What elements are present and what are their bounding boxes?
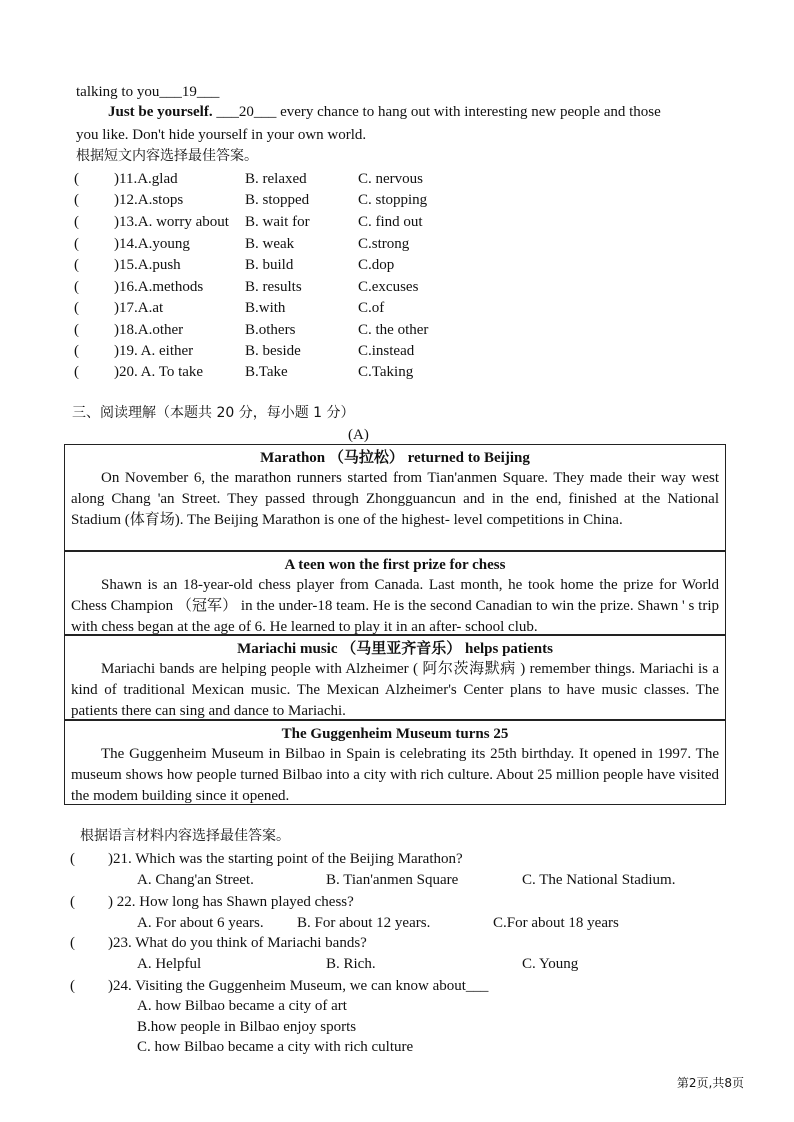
question-24-option-b[interactable]: B.how people in Bilbao enjoy sports [137,1019,357,1035]
question-22-option-c[interactable]: C.For about 18 years [493,915,619,931]
question-23-option-a[interactable]: A. Helpful [137,956,202,972]
news-body: The Guggenheim Museum in Bilbao in Spain is celebrating its 25th birthday. It opened in 1997. The museum shows how people turned Bilbao into a city with rich culture. About 25 million people have visited the modem building since it opened. [71,746,719,804]
cloze-item-19 [74,341,474,361]
question-22-option-a[interactable]: A. For about 6 years. [137,915,264,931]
option-b: B. build [245,257,294,273]
option-b: B.with [245,300,286,316]
option-a: )15.A.push [114,257,181,273]
question-23-paren[interactable]: ( [70,935,75,951]
option-b: B. wait for [245,214,310,230]
option-c: C. nervous [358,171,423,187]
option-c: C.Taking [358,364,414,380]
answer-paren[interactable]: ( [74,192,79,208]
news-body: Shawn is an 18-year-old chess player from Canada. Last month, he took home the prize for World Chess Champion （冠军） in the under-18 team. He is the second Canadian to win the prize. Shawn ' s trip with chess began at the age of 6. He learned to play it in an after- school club. [71,577,719,635]
answer-paren[interactable]: ( [74,257,79,273]
option-c: C.dop [358,257,395,273]
answer-paren[interactable]: ( [74,214,79,230]
news-body: Mariachi bands are helping people with Alzheimer ( 阿尔茨海默病 ) remember things. Mariachi is a kind of traditional Mexican music. The Mexican Alzheimer's Center plans to have music classes. The patients there can sing and dance to Mariachi. [71,661,719,719]
option-b: B. stopped [245,192,310,208]
question-22-paren[interactable]: ( [70,894,75,910]
news-box-chess [64,551,726,635]
option-b: B.others [245,322,296,338]
part-label: (A) [348,427,369,443]
cloze-item-18 [74,320,474,340]
answer-paren[interactable]: ( [74,236,79,252]
reading-instruction: 根据语言材料内容选择最佳答案。 [80,828,290,844]
passage-line-19: talking to you___19___ [76,84,220,100]
cloze-item-20 [74,362,474,382]
news-title: The Guggenheim Museum turns 25 [281,726,509,742]
passage-line-last: you like. Don't hide yourself in your own world. [76,127,367,143]
question-21-option-b[interactable]: B. Tian'anmen Square [326,872,459,888]
option-b: B. results [245,279,302,295]
cloze-item-13 [74,212,474,232]
question-22-option-b[interactable]: B. For about 12 years. [297,915,431,931]
news-title: A teen won the first prize for chess [284,557,506,573]
answer-paren[interactable]: ( [74,300,79,316]
option-a: )11.A.glad [114,171,178,187]
option-c: C.of [358,300,385,316]
passage-line-20-rest: ___20___ every chance to hang out with interesting new people and those [212,104,661,120]
answer-paren[interactable]: ( [74,279,79,295]
question-23-option-c[interactable]: C. Young [522,956,579,972]
cloze-item-14 [74,234,474,254]
answer-paren[interactable]: ( [74,322,79,338]
question-24-option-a[interactable]: A. how Bilbao became a city of art [137,998,347,1014]
option-a: )17.A.at [114,300,164,316]
news-title: Marathon （马拉松） returned to Beijing [260,450,530,466]
question-24-option-c[interactable]: C. how Bilbao became a city with rich culture [137,1039,414,1055]
passage-line-20 [108,102,661,122]
option-a: )13.A. worry about [114,214,229,230]
option-a: )14.A.young [114,236,190,252]
option-a: )19. A. either [114,343,194,359]
option-c: C. stopping [358,192,428,208]
news-box-marathon [64,444,726,551]
cloze-item-11 [74,169,474,189]
question-24-paren[interactable]: ( [70,978,75,994]
question-22-stem: ) 22. How long has Shawn played chess? [108,894,354,910]
cloze-item-15 [74,255,474,275]
option-c: C.strong [358,236,410,252]
cloze-instruction: 根据短文内容选择最佳答案。 [76,148,258,164]
question-21-stem: )21. Which was the starting point of the Beijing Marathon? [108,851,463,867]
option-c: C.excuses [358,279,419,295]
cloze-item-17 [74,298,474,318]
answer-paren[interactable]: ( [74,343,79,359]
option-c: C. find out [358,214,423,230]
cloze-item-16 [74,277,474,297]
option-b: B. weak [245,236,295,252]
question-23-option-b[interactable]: B. Rich. [326,956,376,972]
option-a: )18.A.other [114,322,184,338]
question-21-option-c[interactable]: C. The National Stadium. [522,872,676,888]
option-b: B. relaxed [245,171,307,187]
question-23-stem: )23. What do you think of Mariachi bands? [108,935,367,951]
page-number: 第2页,共8页 [676,1076,744,1090]
question-21-paren[interactable]: ( [70,851,75,867]
option-c: C.instead [358,343,415,359]
option-a: )16.A.methods [114,279,204,295]
news-title: Mariachi music （马里亚齐音乐） helps patients [237,641,553,657]
option-b: B.Take [245,364,288,380]
option-c: C. the other [358,322,429,338]
option-b: B. beside [245,343,301,359]
answer-paren[interactable]: ( [74,171,79,187]
question-21-option-a[interactable]: A. Chang'an Street. [137,872,254,888]
cloze-item-12 [74,190,474,210]
answer-paren[interactable]: ( [74,364,79,380]
section-title: 三、阅读理解（本题共 20 分，每小题 1 分） [72,405,355,421]
news-box-mariachi [64,635,726,720]
news-box-guggenheim [64,720,726,805]
news-body: On November 6, the marathon runners started from Tian'anmen Square. They made their way west along Chang 'an Street. They passed through Zhongguancun and in the end, finished at the National Stadium (体育场). The Beijing Marathon is one of the highest- level competitions in China. [71,470,719,528]
question-24-stem: )24. Visiting the Guggenheim Museum, we can know about___ [108,978,489,994]
passage-bold-phrase: Just be yourself. [108,104,213,120]
option-a: )20. A. To take [114,364,204,380]
option-a: )12.A.stops [114,192,184,208]
